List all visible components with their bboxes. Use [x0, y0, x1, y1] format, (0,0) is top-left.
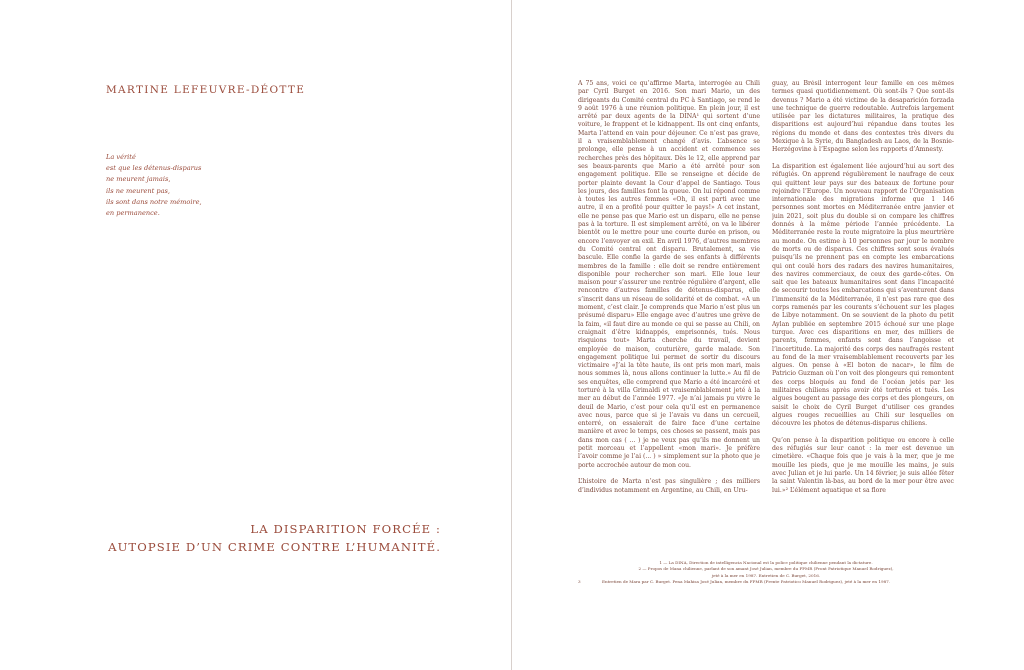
epigraph-line: ils sont dans notre mémoire, [106, 197, 202, 206]
epigraph-line: La vérité [106, 153, 136, 161]
epigraph-line: ils ne meurent pas, [106, 186, 171, 195]
footnote: 2 — Propos de Mana chilienne, parlant de son amant José Julian, membre du FPMR (Front Patriotique Manuel Rodriguez), [638, 566, 894, 572]
right-page [512, 0, 1024, 670]
paragraph: guay, au Brésil interrogent leur famille en ces mêmes termes quasi quotidiennement. Où sont-ils ? Que sont-ils devenus ? Mario a été victime de la desaparición forzada une technique de guerre redoutable. Autrefois largement utilisée par les dictatures militaires, la pratique des disparitions est aujourd’hui répandue dans toutes les régions du monde et dans des contextes très divers du Mexique à la Syrie, du Bangladesh au Laos, de la Bosnie-Herzégovine à l’Espagne selon les rapports d’Amnesty. [772, 80, 954, 154]
text-column-left [578, 80, 760, 556]
author-name: MARTINE LEFEUVRE-DÉOTTE [106, 84, 306, 96]
footnote-row [578, 579, 954, 585]
book-title [108, 520, 441, 556]
epigraph [106, 152, 202, 219]
paragraph: L’histoire de Marta n’est pas singulière ; des milliers d’individus notamment en Argentine, au Chili, en Uru- [578, 478, 760, 494]
page-number: 3 [578, 579, 581, 585]
left-page [0, 0, 511, 670]
footnotes [578, 560, 954, 586]
footnote: jeté à la mer en 1987. Entretien de C. Burget, 2016. [711, 572, 821, 578]
book-title-line: AUTOPSIE D’UN CRIME CONTRE L’HUMANITÉ. [108, 540, 441, 554]
paragraph: A 75 ans, voici ce qu’affirme Marta, interrogée au Chili par Cyril Burget en 2016. Son mari Mario, un des dirigeants du Comité central du PC à Santiago, se rend le 9 août 1976 à une réunion politique. En plein jour, il est arrêté par deux agents de la DINA¹ qui sortent d’une voiture, le frappent et le kidnappent. Ils ont cinq enfants, Marta l’attend en vain pour déjeuner. Ce n’est pas grave, il a vraisemblablement changé d’avis. L’absence se prolonge, elle pense à un accident et commence ses recherches près des hôpitaux. Dès le 12, elle apprend par ses beaux-parents que Mario a été arrêté pour son engagement politique. Elle se renseigne et décide de porter plainte devant la Cour d’appel de Santiago. Tous les jours, des familles font la queue. On lui répond comme à toutes les autres femmes «Oh, il est parti avec une autre, il en a profité pour quitter le pays!» A cet instant, elle ne pense pas que Mario est un disparu, elle ne pense pas à la torture. Il est simplement arrêté, on va le libérer bientôt ou le mettre pour une courte durée en prison, ou encore l’envoyer en exil. En avril 1976, d’autres membres du Comité central ont disparu. Brutalement, sa vie bascule. Elle confie la garde de ses enfants à différents membres de la famille : elle doit se rendre entièrement disponible pour rechercher son mari. Elle loue leur maison pour s’assurer une rentrée régulière d’argent, elle rencontre d’autres familles de détenus-disparus, elle s’inscrit dans un réseau de solidarité et de combat. «A un moment, c’est clair. Je comprends que Mario n’est plus un présumé disparu» Elle engage avec d’autres une grève de la faim, «il faut dire au monde ce qui se passe au Chili, on craignait d’être kidnappés, emprisonnés, tués. Nous risquions tout» Marta cherche du travail, devient employée de maison, couturière, garde malade. Son engagement politique lui permet de sortir du discours victimaire «J’ai la tête haute, ils ont pris mon mari, mais nous sommes là, nous allons continuer la lutte.» Au fil de ses enquêtes, elle comprend que Mario a été incarcéré et torturé à la villa Grimaldi et vraisemblablement jeté à la mer au début de l’année 1977. «Je n’ai jamais pu vivre le deuil de Mario, c’est pour cela qu’il est en permanence avec nous, parce que si je l’avais vu dans un cercueil, enterré, on essaierait de faire face d’une certaine manière et avec le temps, ces choses se passent, mais pas dans mon cas ( ... ) je ne veux pas qu’ils me donnent un petit morceau et l’appellent «mon mari». Je préfère l’avoir comme je l’ai (... ) » simplement sur la photo que je porte accrochée autour de mon cou. [578, 80, 760, 469]
epigraph-line: en permanence. [106, 209, 160, 218]
epigraph-line: ne meurent jamais, [106, 175, 171, 184]
footnote: Entretien de Mara par C. Burget. Pena Mahisa José Julian, membre du FPMR (Frente Patriotico Manuel Rodriguez), jeté à la mer en 1987. [602, 579, 891, 585]
epigraph-line: est que les détenus-disparus [106, 164, 202, 173]
text-column-right [772, 80, 954, 556]
book-title-line: LA DISPARITION FORCÉE : [250, 522, 441, 536]
paragraph: Qu’on pense à la disparition politique ou encore à celle des réfugiés sur leur canot : la mer est devenue un cimetière. «Chaque fois que je vais à la mer, que je me mouille les pieds, que je me mouille les mains, je suis avec Julian et je lui parle. Un 14 février, je suis allée fêter la saint Valentin là-bas, au bord de la mer pour être avec lui.»² L’élément aquatique et sa flore [772, 436, 954, 494]
paragraph: La disparition est également liée aujourd’hui au sort des réfugiés. On apprend régulièrement le naufrage de ceux qui quittent leur pays sur des bateaux de fortune pour rejoindre l’Europe. Un nouveau rapport de l’Organisation internationale des migrations informe que 1 146 personnes sont mortes en Méditerranée entre janvier et juin 2021, soit plus du double si on compare les chiffres donnés à la même période l’année précédente. La Méditerranée reste la route migratoire la plus meurtrière au monde. On estime à 10 personnes par jour le nombre de morts ou de disparus. Ces chiffres sont sous évalués puisqu’ils ne prennent pas en compte les embarcations qui ont coulé hors des radars des navires humanitaires, des navires commerciaux, de ceux des garde-côtes. On sait que les bateaux humanitaires sont dans l’incapacité de secourir toutes les embarcations qui s’aventurent dans l’immensité de la Méditerranée, il n’est pas rare que des corps ramenés par les courants s’échouent sur les plages de Libye notamment. On se souvient de la photo du petit Aylan publiée en septembre 2015 échoué sur une plage turque. Avec ces disparitions en mer, des milliers de parents, femmes, enfants sont dans l’angoisse et l’incertitude. La majorité des corps des naufragés restent au fond de la mer vraisemblablement recouverts par les algues. On pense à «El boton de nacar», le film de Patricio Guzman où l’on voit des plongeurs qui remontent des corps bloqués au fond de l’océan jetés par les militaires chiliens après avoir été torturés et tués. Les algues bougent au passage des corps et des plongeurs, on saisit le choix de Cyril Burget d’utiliser ces grandes algues rouges recueillies au Chili sur lesquelles on découvre les photos de détenus-disparus chiliens. [772, 162, 954, 428]
footnote: 1 — La DINA, Direction de intelligencia Nacional est la police politique chilienne pendant la dictature. [659, 560, 873, 565]
